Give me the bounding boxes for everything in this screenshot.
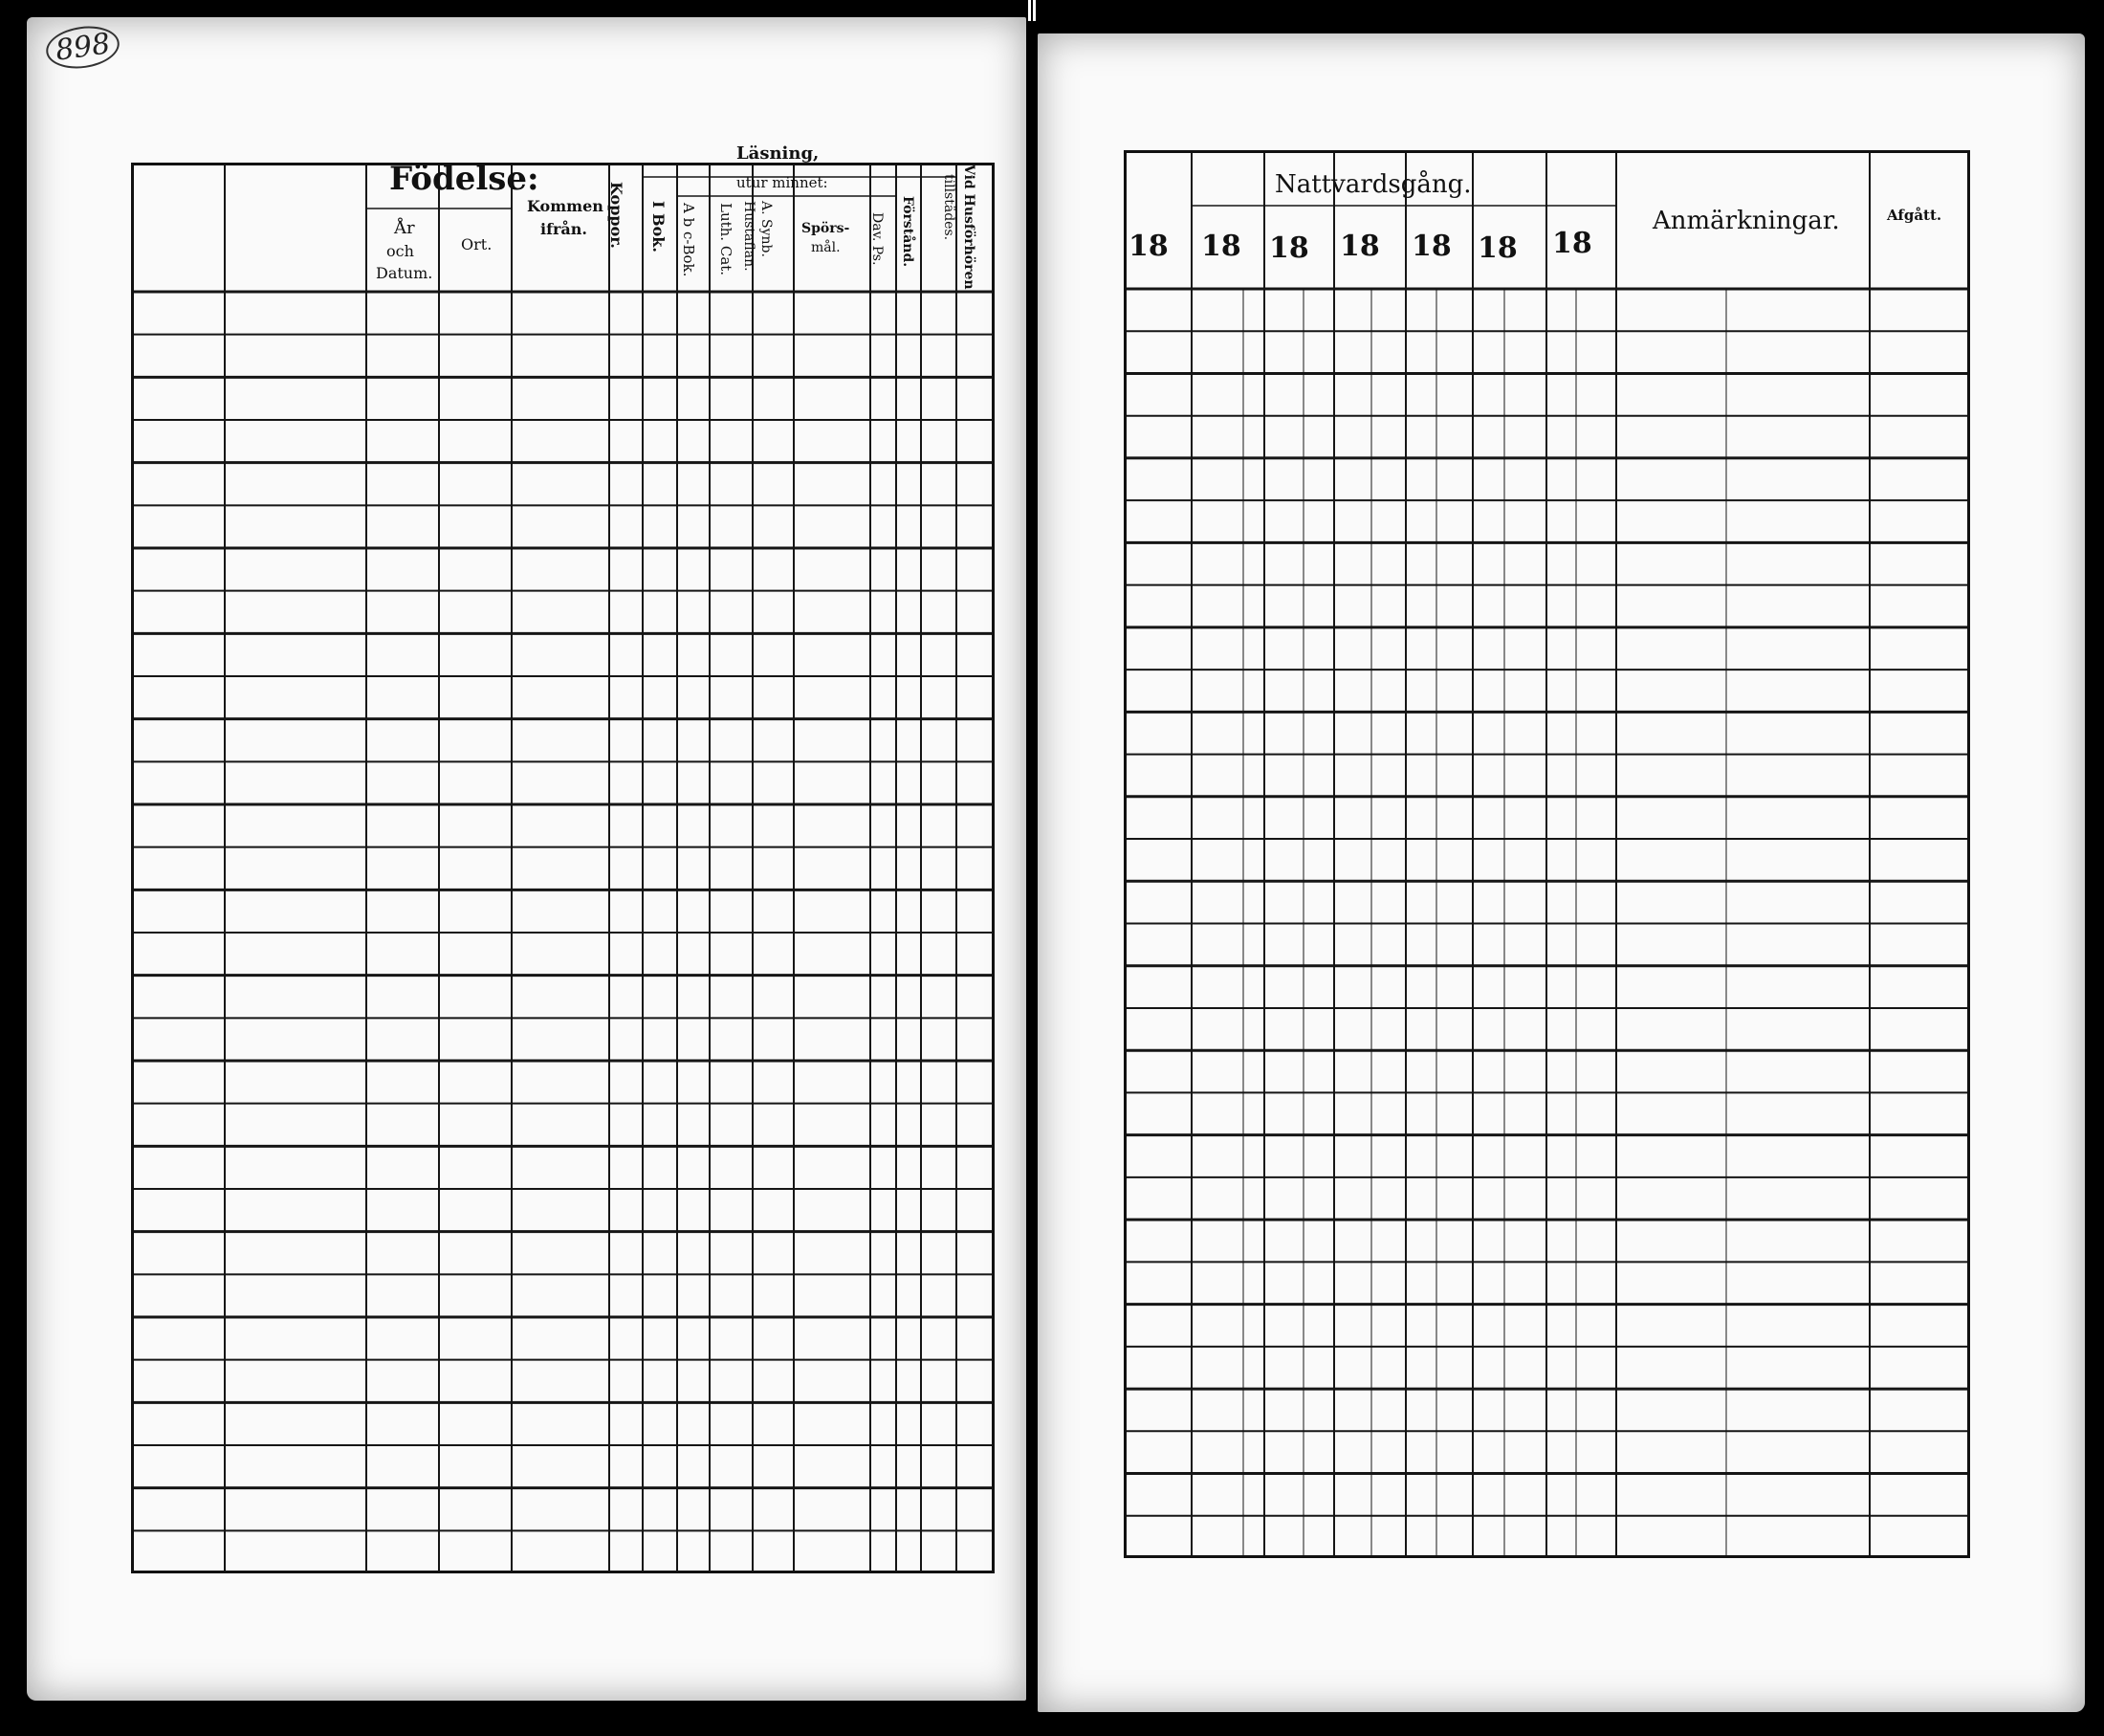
header-tillstades: tillstädes.	[941, 174, 956, 241]
header-ort: Ort.	[461, 235, 493, 253]
header-year-6: 18	[1478, 231, 1518, 265]
header-dav-ps: Dav. Ps.	[869, 212, 885, 266]
header-kommen: Kommen	[527, 197, 603, 215]
header-year-2: 18	[1201, 230, 1241, 263]
header-fodelse: Födelse:	[389, 160, 539, 198]
header-year-5: 18	[1412, 230, 1452, 263]
header-utur-minnet: utur minnet:	[736, 174, 828, 191]
left-register-table	[131, 160, 995, 1573]
header-spors: Spörs-	[801, 221, 850, 236]
header-och: och	[386, 242, 414, 260]
header-afgatt: Afgått.	[1887, 207, 1942, 224]
header-year-4: 18	[1340, 230, 1380, 263]
right-register-table	[1124, 150, 1970, 1558]
header-ar: År	[394, 218, 415, 238]
header-synb: A. Synb.	[758, 201, 774, 257]
header-ifran: ifrån.	[540, 220, 587, 238]
header-anmarkningar: Anmärkningar.	[1653, 207, 1840, 235]
header-vid-husforhoren: Vid Husförhören	[961, 165, 976, 290]
header-hustaflan: Hustaflan.	[741, 201, 756, 272]
header-luth-cat: Luth. Cat.	[717, 203, 734, 276]
header-lasning: Läsning,	[736, 143, 820, 164]
header-i-bok: I Bok.	[649, 201, 668, 253]
header-year-7: 18	[1552, 227, 1592, 260]
header-forstand: Förstånd.	[900, 196, 915, 268]
header-nattvardsgang: Nattvardsgång.	[1275, 170, 1472, 199]
header-year-3: 18	[1269, 231, 1309, 265]
header-mal: mål.	[811, 240, 841, 255]
header-year-1: 18	[1129, 230, 1169, 263]
header-koppor: Koppor.	[607, 182, 625, 249]
folio-number: 898	[43, 22, 121, 73]
header-abc-bok: A b c-Bok.	[680, 203, 697, 277]
header-datum: Datum.	[376, 264, 433, 282]
